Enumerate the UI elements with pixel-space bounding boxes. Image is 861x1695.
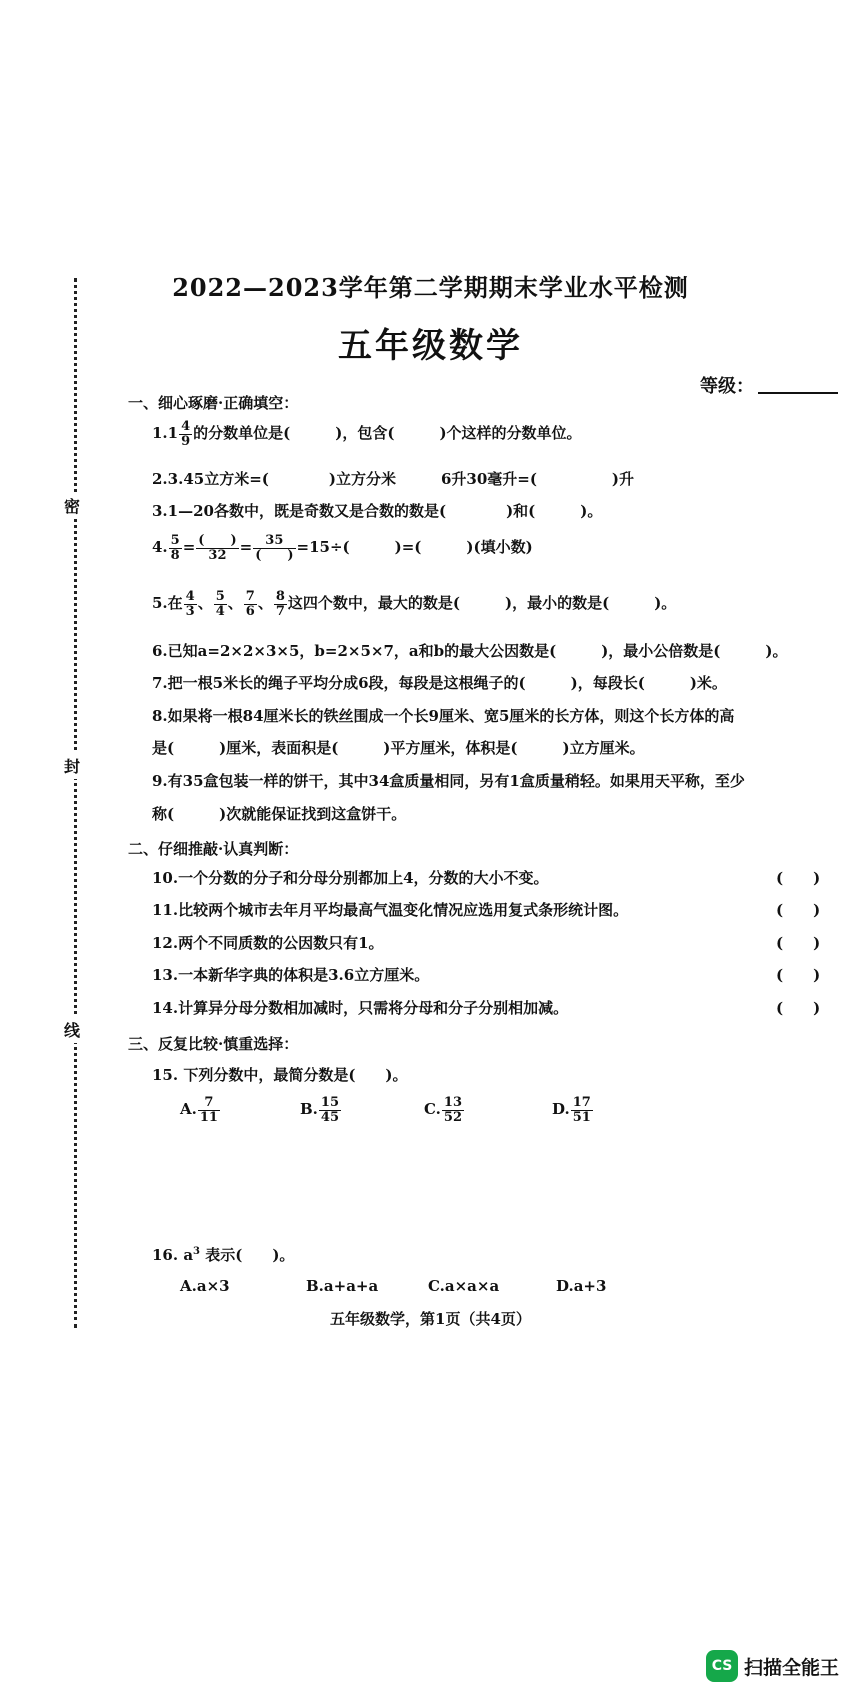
question-16-stem: 16. $a^3$ 表示( )。	[152, 1246, 295, 1264]
answer-paren-14[interactable]: ( )	[776, 999, 821, 1017]
question-15-option-b[interactable]: B. $\frac{15}{45}$	[300, 1095, 339, 1125]
binding-mark-mi: 密	[64, 492, 80, 519]
question-11: 11.比较两个城市去年月平均最高气温变化情况应选用复式条形统计图。	[152, 901, 629, 919]
question-12: 12.两个不同质数的公因数只有1。	[152, 934, 384, 952]
question-9-line-1: 9.有35盒包装一样的饼干，其中34盒质量相同，另有1盒质量稍轻。如果用天平称，至少	[152, 772, 745, 790]
question-16-option-d[interactable]: D.a+3	[556, 1277, 607, 1295]
answer-paren-10[interactable]: ( )	[776, 869, 821, 887]
grade-label: 等级：	[700, 376, 754, 397]
exam-title: 2022—2023学年第二学期期末学业水平检测	[172, 273, 689, 302]
section-1-heading: 一、细心琢磨·正确填空：	[128, 394, 299, 412]
question-15-option-c[interactable]: C. $\frac{13}{52}$	[424, 1095, 462, 1125]
binding-dotted-line	[74, 278, 77, 1328]
fraction-4-3: $\frac{4}{3}$	[185, 589, 195, 619]
fraction-5-8: $\frac{5}{8}$	[170, 533, 180, 563]
binding-mark-xian: 线	[64, 1016, 80, 1043]
question-14: 14.计算异分母分数相加减时，只需将分母和分子分别相加减。	[152, 999, 569, 1017]
question-13: 13.一本新华字典的体积是3.6立方厘米。	[152, 966, 430, 984]
fraction-35-blank: $\frac{35}{( )}$	[255, 533, 294, 563]
question-5: 5.在 $\frac{4}{3}$ 、 $\frac{5}{4}$ 、 $\frac{7}{6}$ 、 $\frac{8}{7}$ 这四个数中，最大的数是( )，最小的数是( )。	[152, 589, 677, 619]
question-4: 4. $\frac{5}{8}$ = $\frac{( )}{32}$ = $\frac{35}{( )}$ =15÷( )=( )(填小数)	[152, 533, 533, 563]
question-15-option-d[interactable]: D. $\frac{17}{51}$	[552, 1095, 591, 1125]
watermark-text: 扫描全能王	[744, 1656, 840, 1679]
section-2-heading: 二、仔细推敲·认真判断：	[128, 840, 299, 858]
page-footer: 五年级数学，第1页（共4页）	[330, 1310, 531, 1328]
fraction-4-9: $\frac{4}{9}$	[181, 419, 191, 449]
question-15-stem: 15. 下列分数中，最简分数是( )。	[152, 1066, 408, 1084]
grade-blank[interactable]	[758, 392, 838, 394]
question-16-option-a[interactable]: A.a×3	[180, 1277, 230, 1295]
fraction-blank-32: $\frac{( )}{32}$	[198, 533, 237, 563]
scanner-watermark	[706, 1650, 839, 1682]
question-8-line-2: 是( )厘米，表面积是( )平方厘米，体积是( )立方厘米。	[152, 739, 645, 757]
question-3: 3.1—20各数中，既是奇数又是合数的数是( )和( )。	[152, 502, 603, 520]
grade-field	[700, 372, 838, 398]
answer-paren-11[interactable]: ( )	[776, 901, 821, 919]
question-15-option-a[interactable]: A. $\frac{7}{11}$	[180, 1095, 218, 1125]
question-6: 6.已知a=2×2×3×5，b=2×5×7，a和b的最大公因数是( )，最小公倍数是( )。	[152, 642, 788, 660]
fraction-7-6: $\frac{7}{6}$	[245, 589, 255, 619]
answer-paren-13[interactable]: ( )	[776, 966, 821, 984]
fraction-8-7: $\frac{8}{7}$	[275, 589, 285, 619]
section-3-heading: 三、反复比较·慎重选择：	[128, 1035, 299, 1053]
question-8-line-1: 8.如果将一根84厘米长的铁丝围成一个长9厘米、宽5厘米的长方体，则这个长方体的高	[152, 707, 735, 725]
exam-subject: 五年级数学	[338, 326, 523, 366]
question-1: 1.1 $\frac{4}{9}$ 的分数单位是( )，包含( )个这样的分数单位。	[152, 419, 582, 449]
question-16-option-b[interactable]: B.a+a+a	[306, 1277, 379, 1295]
binding-mark-feng: 封	[64, 752, 80, 779]
camscanner-logo-icon: CS	[706, 1650, 738, 1682]
answer-paren-12[interactable]: ( )	[776, 934, 821, 952]
question-2: 2.3.45立方米=( )立方分米 6升30毫升=( )升	[152, 470, 635, 488]
fraction-5-4: $\frac{5}{4}$	[215, 589, 225, 619]
question-16-option-c[interactable]: C.a×a×a	[428, 1277, 500, 1295]
question-10: 10.一个分数的分子和分母分别都加上4，分数的大小不变。	[152, 869, 549, 887]
question-9-line-2: 称( )次就能保证找到这盒饼干。	[152, 805, 407, 823]
question-7: 7.把一根5米长的绳子平均分成6段，每段是这根绳子的( )，每段长( )米。	[152, 674, 727, 692]
